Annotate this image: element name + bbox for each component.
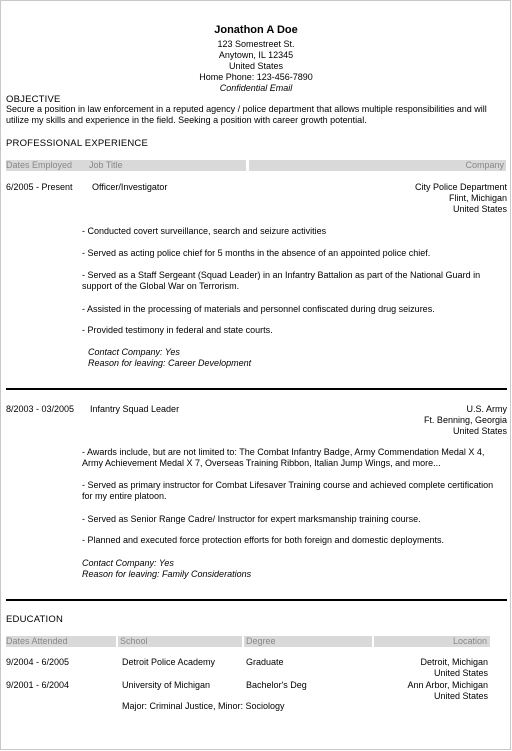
edu-major-minor: Major: Criminal Justice, Minor: Sociology	[122, 701, 285, 711]
job-1-reason-for-leaving: Reason for leaving: Career Development	[88, 358, 252, 368]
education-column-bar-degree	[244, 636, 372, 647]
experience-column-bar-right	[249, 160, 506, 171]
education-column-bar-school	[118, 636, 242, 647]
job-2-company-name: U.S. Army	[466, 404, 507, 414]
job-2-bullet-3: - Served as Senior Range Cadre/ Instructor for expert marksmanship training course.	[82, 514, 421, 524]
column-dates-attended: Dates Attended	[6, 636, 68, 646]
job-1-bullet-2: - Served as acting police chief for 5 months in the absence of an appointed police chief.	[82, 248, 431, 258]
education-column-bar-dates	[6, 636, 116, 647]
column-company: Company	[465, 160, 504, 170]
edu-1-dates: 9/2004 - 6/2005	[6, 657, 70, 667]
job-2-bullet-2: - Served as primary instructor for Combat Lifesaver Training course and achieved complete certification for my entire platoon.	[82, 480, 494, 501]
address-country: United States	[228, 61, 284, 71]
objective-heading: OBJECTIVE	[6, 94, 61, 105]
edu-2-school: University of Michigan	[122, 680, 211, 690]
column-degree: Degree	[246, 636, 276, 646]
job-1-title: Officer/Investigator	[92, 182, 168, 192]
job-2-title: Infantry Squad Leader	[90, 404, 180, 414]
experience-heading: PROFESSIONAL EXPERIENCE	[6, 138, 149, 149]
column-location: Location	[452, 636, 487, 646]
job-1-bullet-3: - Served as a Staff Sergeant (Squad Leader) in an Infantry Battalion as part of the National Guard in support of the Global War on Terrorism.	[82, 270, 481, 291]
edu-1-location-country: United States	[433, 668, 488, 678]
home-phone: Home Phone: 123-456-7890	[199, 72, 313, 82]
experience-column-bar-left	[6, 160, 246, 171]
job-divider	[6, 388, 507, 390]
job-1-bullet-4: - Assisted in the processing of materials and personnel confiscated during drug seizures.	[82, 304, 435, 314]
education-heading: EDUCATION	[6, 614, 64, 625]
job-2-bullet-4: - Planned and executed force protection efforts for both foreign and domestic deployments.	[82, 535, 445, 545]
education-column-bar-location	[374, 636, 490, 647]
address-line-2: Anytown, IL 12345	[218, 50, 294, 60]
edu-2-dates: 9/2001 - 6/2004	[6, 680, 70, 690]
job-2-company-city: Ft. Benning, Georgia	[423, 415, 507, 425]
column-job-title: Job Title	[89, 160, 123, 170]
job-1-contact-company: Contact Company: Yes	[88, 347, 180, 357]
edu-2-location-city: Ann Arbor, Michigan	[407, 680, 488, 690]
job-1-bullet-5: - Provided testimony in federal and state courts.	[82, 325, 273, 335]
candidate-name: Jonathon A Doe	[214, 24, 298, 36]
job-1-bullet-1: - Conducted covert surveillance, search and seizure activities	[82, 226, 327, 236]
job-2-bullet-1: - Awards include, but are not limited to: The Combat Infantry Badge, Army Commendation Medal X 4, Army Achievement Medal X 7, Overseas Training Ribbon, Italian Jump Wings, and more...	[82, 447, 485, 468]
job-2-contact-company: Contact Company: Yes	[82, 558, 174, 568]
objective-text: Secure a position in law enforcement in a reputed agency / police department that allows multiple responsibilities and will utilize my skills and experience in the field. Seeking a position with career growth potential.	[6, 104, 487, 125]
column-school: School	[120, 636, 148, 646]
edu-2-location-country: United States	[433, 691, 488, 701]
edu-2-degree: Bachelor's Deg	[246, 680, 307, 690]
job-2-company-country: United States	[452, 426, 507, 436]
email: Confidential Email	[219, 83, 293, 93]
edu-1-location-city: Detroit, Michigan	[420, 657, 488, 667]
section-divider	[6, 599, 507, 601]
edu-1-degree: Graduate	[246, 657, 284, 667]
job-2-reason-for-leaving: Reason for leaving: Family Considerations	[82, 569, 252, 579]
job-1-company-city: Flint, Michigan	[448, 193, 507, 203]
address-line-1: 123 Somestreet St.	[217, 39, 295, 49]
edu-1-school: Detroit Police Academy	[122, 657, 216, 667]
column-dates-employed: Dates Employed	[6, 160, 73, 170]
job-1-company-name: City Police Department	[414, 182, 507, 192]
job-1-company-country: United States	[452, 204, 507, 214]
job-1-dates: 6/2005 - Present	[6, 182, 73, 192]
job-2-dates: 8/2003 - 03/2005	[6, 404, 75, 414]
